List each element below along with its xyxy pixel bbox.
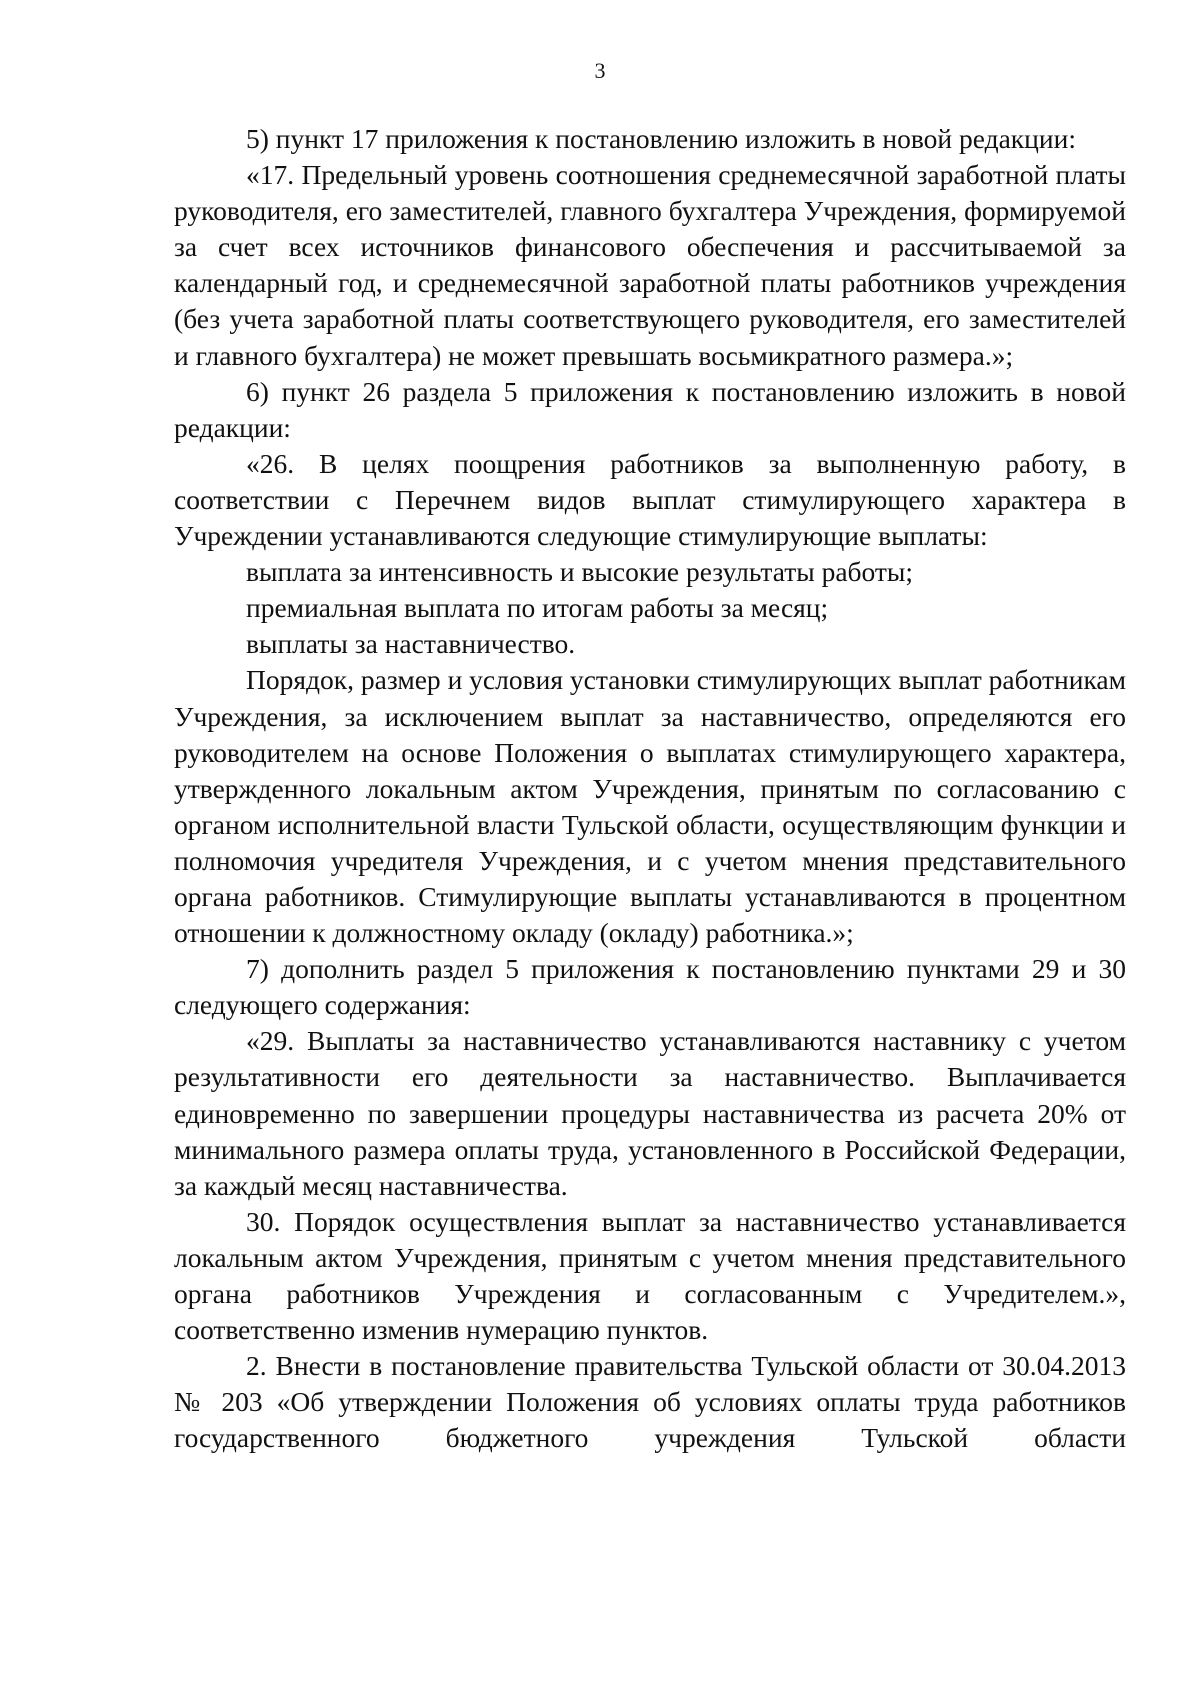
paragraph-item-17-text: «17. Предельный уровень соотношения среднемесячной заработной платы руководителя, его заместителей, главного бухгалтера Учреждения, формируемой за счет всех источников финансового обеспечения и рассчитываемой за календарный год, и среднемесячной заработной платы работников учреждения (без учета заработной платы соответствующего руководителя, его заместителей и главного бухгалтера) не может превышать восьмикратного размера.»; <box>174 159 1126 371</box>
paragraph-item-6: 6) пункт 26 раздела 5 приложения к постановлению изложить в новой редакции: <box>174 375 1126 443</box>
paragraph-item-7: 7) дополнить раздел 5 приложения к постановлению пунктами 29 и 30 следующего содержания: <box>174 953 1126 1021</box>
list-item-payment: выплата за интенсивность и высокие результаты работы; <box>246 556 914 588</box>
document-body <box>174 121 1126 1456</box>
list-item-payment: выплаты за наставничество. <box>246 628 576 660</box>
list-item-payment: премиальная выплата по итогам работы за месяц; <box>246 592 829 624</box>
paragraph-item-5: 5) пункт 17 приложения к постановлению изложить в новой редакции: <box>246 123 1076 154</box>
paragraph-section-2: 2. Внести в постановление правительства Тульской области от 30.04.2013 № 203 «Об утверждении Положения об условиях оплаты труда работников государственного бюджетного учреждения Тульской области <box>174 1350 1126 1454</box>
paragraph-item-29-text: «29. Выплаты за наставничество устанавливаются наставнику с учетом результативности его деятельности за наставничество. Выплачивается единовременно по завершении процедуры наставничества из расчета 20% от минимального размера оплаты труда, установленного в Российской Федерации, за каждый месяц наставничества. <box>174 1025 1126 1201</box>
paragraph-procedure: Порядок, размер и условия установки стимулирующих выплат работникам Учреждения, за исключением выплат за наставничество, определяются его руководителем на основе Положения о выплатах стимулирующего характера, утвержденного локальным актом Учреждения, принятым по согласованию с органом исполнительной власти Тульской области, осуществляющим функции и полномочия учредителя Учреждения, и с учетом мнения представительного органа работников. Стимулирующие выплаты устанавливаются в процентном отношении к должностному окладу (окладу) работника.»; <box>174 664 1126 949</box>
paragraph-item-26-text: «26. В целях поощрения работников за выполненную работу, в соответствии с Перечнем видов выплат стимулирующего характера в Учреждении устанавливаются следующие стимулирующие выплаты: <box>174 447 1126 552</box>
paragraph-item-30-text: 30. Порядок осуществления выплат за наставничество устанавливается локальным актом Учреждения, принятым с учетом мнения представительного органа работников Учреждения и согласованным с Учредителем.», соответственно изменив нумерацию пунктов. <box>174 1205 1126 1346</box>
page-number: 3 <box>594 58 606 83</box>
